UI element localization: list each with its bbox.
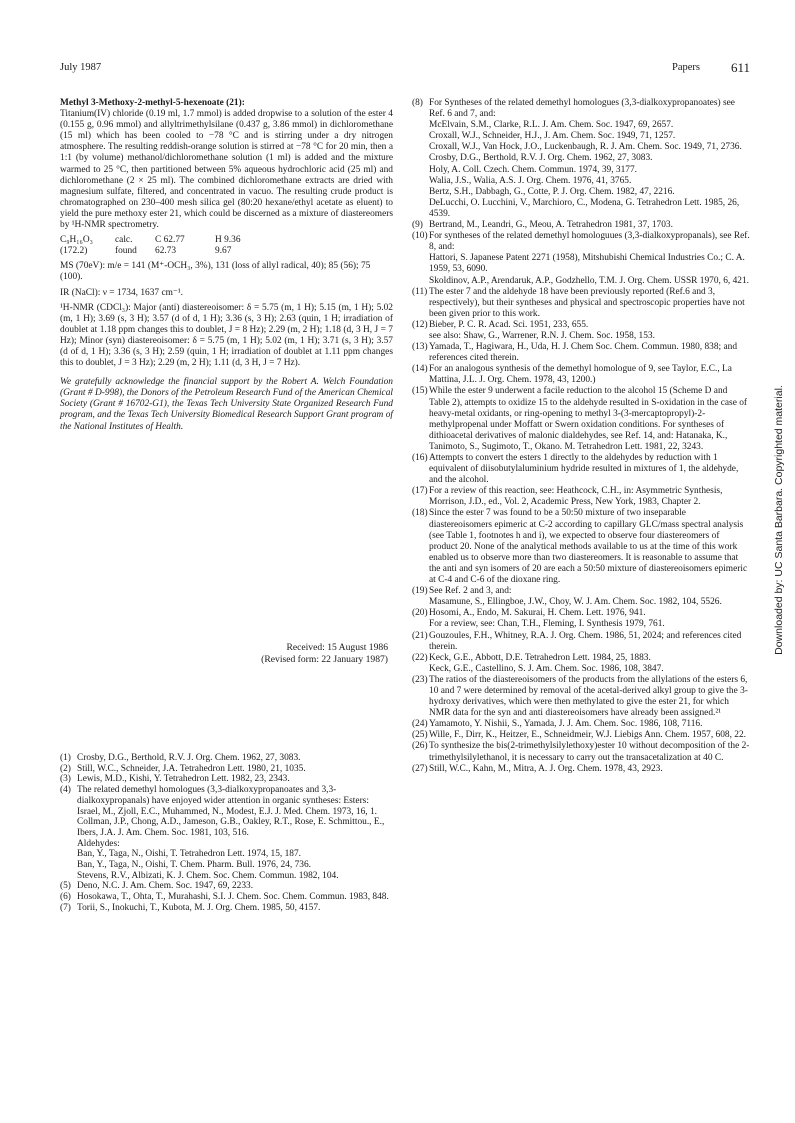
reference-text: To synthesize the bis(2-trimethylsilylethoxy)ester 10 without decomposition of the 2-trimethylsilylethanol, it is necessary to carry out the transacetalization at 40 C. (429, 741, 750, 763)
reference-body (429, 386, 750, 453)
reference-body (429, 741, 750, 763)
reference-subentry: For a review, see: Chan, T.H., Fleming, I. Synthesis 1979, 761. (429, 619, 665, 630)
reference-body (429, 287, 750, 320)
reference-item (412, 386, 750, 453)
reference-item (412, 453, 750, 486)
reference-number: (16) (412, 453, 428, 463)
reference-subentry: Croxall, W.J., Schneider, H.J., J. Am. Chem. Soc. 1949, 71, 1257. (429, 131, 676, 142)
reference-body (429, 675, 750, 719)
reference-body (429, 453, 750, 486)
download-watermark (772, 385, 786, 655)
reference-body (77, 764, 393, 775)
reference-body (429, 730, 750, 741)
reference-body (77, 774, 393, 785)
reference-text: Since the ester 7 was found to be a 50:50 mixture of two inseparable diastereoisomers epimeric at C-2 according to capillary GLC/mass spectral analysis (see Table 1, footnotes h and i), we expected to observe four diastereomers of product 20. None of the analytical methods available to us at the time of this work enabled us to observe more than two diastereomers. It is reasonable to assume that the anti and syn isomers of 20 are each a 50:50 mixture of diastereoisomers epimeric at C-4 and C-6 of the dioxane ring. (429, 508, 748, 586)
analysis-c: 62.73 (155, 246, 177, 257)
received-date: Received: 15 August 1986 (286, 642, 388, 653)
reference-text: The ester 7 and the aldehyde 18 have been previously reported (Ref.6 and 3, respectively), but their syntheses and physical and spectroscopic properties have not been given prior to this work. (429, 286, 745, 319)
reference-body (77, 881, 393, 892)
reference-number: (4) (60, 785, 71, 796)
reference-number: (9) (412, 220, 423, 231)
reference-text: While the ester 9 underwent a facile reduction to the alcohol 15 (Scheme D and Table 2), attempts to oxidize 15 to the aldehyde resulted in S-oxidation in the case of heavy-metal oxidants, or ring-opening to methyl 3-(3-mercaptopropyl)-2-methylpropenal under Moffatt or Swern oxidation conditions. For syntheses of dithioacetal derivatives of malonic dialdehydes, see Ref. 14, and: Hatanaka, K., Tanimoto, S., Sugimoto, T., Okano. M. Tetrahedron Lett. 1981, 22, 3243. (429, 386, 748, 452)
reference-body (429, 608, 750, 630)
reference-text: For syntheses of the related demethyl homologuues (3,3-dialkoxypropanals), see Ref. 8, and: (429, 231, 750, 253)
reference-number: (18) (412, 508, 428, 519)
reference-text: Still, W.C., Kahn, M., Mitra, A. J. Org. Chem. 1978, 43, 2923. (429, 763, 663, 774)
received-dates (60, 642, 388, 665)
reference-number: (13) (412, 342, 428, 353)
experimental-title: Methyl 3-Methoxy-2-methyl-5-hexenoate (21): (60, 98, 245, 108)
reference-number: (19) (412, 586, 428, 597)
ir-data: IR (NaCl): ν = 1734, 1637 cm⁻¹. (60, 287, 184, 298)
reference-item (412, 675, 750, 719)
reference-subentry: Masamune, S., Ellingboe, J.W., Choy, W. J. Am. Chem. Soc. 1982, 104, 5526. (429, 597, 722, 608)
reference-item (412, 320, 750, 342)
reference-number: (10) (412, 231, 428, 242)
analysis-row-calc (60, 235, 393, 246)
reference-item (60, 753, 393, 764)
reference-text: See Ref. 2 and 3, and: (429, 586, 512, 597)
analysis-label: found (115, 246, 137, 257)
reference-text: Still, W.C., Schneider, J.A. Tetrahedron Lett. 1980, 21, 1035. (77, 763, 306, 774)
reference-item (412, 486, 750, 508)
reference-number: (26) (412, 741, 428, 752)
reference-number: (1) (60, 753, 71, 763)
reference-text: Attempts to convert the esters 1 directly to the aldehydes by reduction with 1 equivalent of diisobutylaluminium hydride resulted in mixtures of 1, the aldehyde, and the alcohol. (429, 453, 739, 486)
reference-number: (11) (412, 286, 428, 297)
issue-date: July 1987 (60, 62, 102, 73)
download-watermark-text: Downloaded by: UC Santa Barbara. Copyrighted material. (773, 385, 785, 655)
reference-body (77, 753, 393, 764)
reference-body (77, 785, 393, 881)
reference-item (412, 730, 750, 741)
reference-subentry: Stevens, R.V., Albizati, K. J. Chem. Soc. Chem. Commun. 1982, 104. (77, 870, 339, 881)
reference-number: (14) (412, 364, 428, 375)
reference-subentry: Bertz, S.H., Dabbagh, G., Cotte, P. J. Org. Chem. 1982, 47, 2216. (429, 186, 675, 197)
revised-date: (Revised form: 22 January 1987) (261, 653, 388, 665)
reference-number: (12) (412, 319, 428, 330)
reference-number: (17) (412, 486, 428, 497)
reference-item (60, 881, 393, 892)
page-header (60, 62, 750, 78)
reference-subentry: Israel, M., Zjoll, E.C., Muhammed, N., Modest, E.J. J. Med. Chem. 1973, 16, 1. (77, 806, 377, 817)
reference-body (429, 764, 750, 775)
reference-text: Yamada, T., Hagiwara, H., Uda, H. J. Chem Soc. Chem. Commun. 1980, 838; and references cited therein. (429, 342, 738, 364)
reference-item (412, 364, 750, 386)
analysis-label: calc. (115, 235, 133, 246)
reference-text: Wille, F., Dirr, K., Heitzer, E., Schneidmeir, W.J. Liebigs Ann. Chem. 1957, 608, 22. (429, 730, 746, 741)
analysis-mw: (172.2) (60, 246, 88, 257)
reference-number: (5) (60, 881, 71, 892)
reference-subentry: DeLucchi, O. Lucchini, V., Marchioro, C., Modena, G. Tetrahedron Lett. 1985, 26, 4539. (429, 197, 740, 219)
reference-text: Crosby, D.G., Berthold, R.V. J. Org. Chem. 1962, 27, 3083. (77, 753, 301, 763)
reference-number: (6) (60, 892, 71, 903)
reference-number: (27) (412, 763, 428, 774)
reference-body (429, 653, 750, 675)
reference-text: Lewis, M.D., Kishi, Y. Tetrahedron Lett. 1982, 23, 2343. (77, 774, 290, 785)
reference-subentry: Ban, Y., Taga, N., Oishi, T. Tetrahedron Lett. 1974, 15, 187. (77, 849, 302, 860)
reference-body (429, 719, 750, 730)
reference-subentry: Collman, J.P., Chong, A.D., Jameson, G.B., Oakley, R.T., Rose, E. Schmittou., E., Ibers, J.A. J. Am. Chem. Soc. 1981, 103, 516. (77, 817, 385, 838)
reference-subentry: Skoldinov, A.P., Arendaruk, A.P., Godzhello, T.M. J. Org. Chem. USSR 1970, 6, 421. (429, 275, 749, 286)
reference-subentry: Ban, Y., Taga, N., Oishi, T. Chem. Pharm. Bull. 1976, 24, 736. (77, 860, 311, 871)
reference-item (412, 719, 750, 730)
reference-number: (2) (60, 763, 71, 774)
page-number: 611 (730, 60, 750, 75)
reference-text: The ratios of the diastereoisomers of the products from the allylations of the esters 6, 10 and 7 were determined by removal of the acetal-derived alkyl group to give the 3-hydroxy derivatives, which were then methylated to give the ester 21, for which NMR data for the syn and anti diastereoisomers have already been assigned.²¹ (429, 674, 748, 719)
reference-item (60, 764, 393, 775)
reference-text: For an analogous synthesis of the demethyl homologue of 9, see Taylor, E.C., La Mattina, J.L. J. Org. Chem. 1978, 43, 1200.) (429, 364, 732, 386)
reference-item (412, 508, 750, 586)
reference-text: For Syntheses of the related demethyl homologues (3,3-dialkoxypropanoates) see Ref. 6 and 7, and: (429, 98, 735, 120)
reference-item (412, 631, 750, 653)
reference-number: (24) (412, 719, 428, 730)
reference-item (412, 741, 750, 763)
analysis-c: C 62.77 (155, 235, 185, 246)
reference-subentry: Walia, J.S., Walia, A.S. J. Org. Chem. 1976, 41, 3765. (429, 175, 632, 186)
reference-body (429, 586, 750, 608)
reference-item (412, 653, 750, 675)
reference-number: (22) (412, 652, 428, 663)
reference-text: Bieber, P. C. R. Acad. Sci. 1951, 233, 655. (429, 319, 589, 330)
reference-number: (15) (412, 386, 428, 397)
reference-item (412, 231, 750, 286)
reference-text: For a review of this reaction, see: Heathcock, C.H., in: Asymmetric Synthesis, Morrison, J.D., ed., Vol. 2, Academic Press, New York, 1983, Chapter 2. (429, 486, 723, 508)
reference-body (429, 486, 750, 508)
reference-item (60, 903, 393, 914)
experimental-body: Titanium(IV) chloride (0.19 ml, 1.7 mmol) is added dropwise to a solution of the ester 4 (0.155 g, 0.96 mmol) and allyltrimethylsilane (0.437 g, 3.86 mmol) in dichloromethane (15 ml) which has been cooled to −78 °C and is stirring under a dry nitrogen atmosphere. The resulting reddish-orange solution is stirred at −78 °C for 20 min, then a 1:1 (by volume) methanol/dichloromethane solution (1 ml) is added and the mixture warmed to 25 °C, then partitioned between 5% aqueous hydrochloric acid (25 ml) and dichloromethane (2 × 25 ml). The combined dichloromethane extracts are dried with magnesium sulfate, filtered, and concentrated in vacuo. The resulting crude product is chromatographed on 230–400 mesh silica gel (80:20 hexane/ethyl acetate as eluent) to yield the pure methoxy ester 21, which could be discerned as a mixture of diastereomers by ¹H-NMR spectrometry. (60, 109, 393, 231)
reference-text: Yamamoto, Y. Nishii, S., Yamada, J. J. Am. Chem. Soc. 1986, 108, 7116. (429, 719, 703, 730)
reference-text: Gouzoules, F.H., Whitney, R.A. J. Org. Chem. 1986, 51, 2024; and references cited therein. (429, 630, 742, 652)
analysis-h: 9.67 (215, 246, 232, 257)
acknowledgement: We gratefully acknowledge the financial support by the Robert A. Welch Foundation (Grant # D-998), the Donors of the Petroleum Research Fund of the American Chemical Society (Grant # 16702-G1), the Texas Tech University State Organized Research Fund program, and the Texas Tech University Biomedical Research Support Grant program of the National Institutes of Health. (60, 377, 393, 432)
reference-item (60, 892, 393, 903)
reference-text: Bertrand, M., Leandri, G., Meou, A. Tetrahedron 1981, 37, 1703. (429, 220, 673, 231)
reference-item (60, 785, 393, 881)
ms-data: MS (70eV): m/e = 141 (M⁺-OCH₃, 3%), 131 (loss of allyl radical, 40); 85 (56); 75 (100). (60, 261, 371, 283)
reference-body (429, 364, 750, 386)
reference-body (429, 342, 750, 364)
reference-body (429, 98, 750, 220)
reference-item (412, 608, 750, 630)
reference-number: (25) (412, 730, 428, 741)
reference-body (429, 220, 750, 231)
elemental-analysis (60, 235, 393, 257)
reference-number: (20) (412, 608, 428, 619)
reference-text: Keck, G.E., Abbott, D.E. Tetrahedron Lett. 1984, 25, 1883. (429, 652, 651, 663)
reference-subentry: see also: Shaw, G., Warrener, R.N. J. Chem. Soc. 1958, 153. (429, 330, 655, 341)
reference-subentry: Aldehydes: (77, 838, 120, 849)
nmr-data: ¹H-NMR (CDCl₃): Major (anti) diastereoisomer: δ = 5.75 (m, 1 H); 5.15 (m, 1 H); 5.02 (m, 1 H); 3.69 (s, 3 H); 3.57 (d of d, 1 H); 3.36 (s, 3 H); 2.63 (quin, 1 H; irradiation of doublet at 1.18 ppm changes this to doublet, J = 8 Hz); 2.29 (m, 2 H); 1.18 (d, 3 H, J = 7 Hz); Minor (syn) diastereoisomer: δ = 5.75 (m, 1 H); 5.02 (m, 1 H); 3.71 (s, 3 H); 3.57 (d of d, 1 H); 3.36 (s, 3 H); 2.59 (quin, 1 H; irradiation of doublet at 1.11 ppm changes this to doublet, J = 3 Hz); 2.29 (m, 2 H); 1.11 (d, 3 H, J = 7 Hz). (60, 302, 393, 369)
reference-item (412, 764, 750, 775)
analysis-h: H 9.36 (215, 235, 241, 246)
analysis-formula: C₉H₁₆O₃ (60, 235, 93, 246)
reference-subentry: Holy, A. Coll. Czech. Chem. Commun. 1974, 39, 3177. (429, 164, 637, 175)
reference-item (412, 586, 750, 608)
reference-body (77, 892, 393, 903)
reference-text: Torii, S., Inokuchi, T., Kubota, M. J. Org. Chem. 1985, 50, 4157. (77, 902, 321, 913)
reference-body (429, 631, 750, 653)
reference-body (77, 903, 393, 914)
references-right (412, 98, 750, 775)
reference-number: (8) (412, 98, 423, 108)
reference-subentry: Hattori, S. Japanese Patent 2271 (1958), Mitshubishi Chemical Industries Co.; C. A. 1959, 53, 6090. (429, 253, 745, 275)
reference-subentry: Croxall, W.J., Van Hock, J.O., Luckenbaugh, R. J. Am. Chem. Soc. 1949, 71, 2736. (429, 142, 742, 153)
left-column (60, 98, 393, 433)
analysis-row-found (60, 246, 393, 257)
reference-text: Deno, N.C. J. Am. Chem. Soc. 1947, 69, 2233. (77, 881, 254, 892)
reference-subentry: Keck, G.E., Castellino, S. J. Am. Chem. Soc. 1986, 108, 3847. (429, 663, 664, 674)
reference-number: (3) (60, 774, 71, 785)
section-label: Papers (672, 62, 700, 73)
reference-item (412, 287, 750, 320)
reference-number: (7) (60, 902, 71, 913)
reference-item (412, 342, 750, 364)
reference-text: Hosomi, A., Endo, M. Sakurai, H. Chem. Lett. 1976, 941. (429, 608, 646, 619)
reference-item (412, 98, 750, 220)
reference-text: The related demethyl homologues (3,3-dialkoxypropanoates and 3,3-dialkoxypropanals) have enjoyed wider attention in organic syntheses: Esters: (77, 785, 369, 806)
reference-body (429, 508, 750, 586)
reference-subentry: McElvain, S.M., Clarke, R.L. J. Am. Chem. Soc. 1947, 69, 2657. (429, 120, 674, 131)
reference-number: (23) (412, 674, 428, 685)
reference-number: (21) (412, 630, 428, 641)
reference-item (412, 220, 750, 231)
reference-subentry: Crosby, D.G., Berthold, R.V. J. Org. Chem. 1962, 27, 3083. (429, 153, 653, 164)
reference-body (429, 231, 750, 286)
reference-text: Hosokawa, T., Ohta, T., Murahashi, S.I. J. Chem. Soc. Chem. Commun. 1983, 848. (77, 892, 389, 903)
reference-item (60, 774, 393, 785)
references-left (60, 753, 393, 914)
reference-body (429, 320, 750, 342)
